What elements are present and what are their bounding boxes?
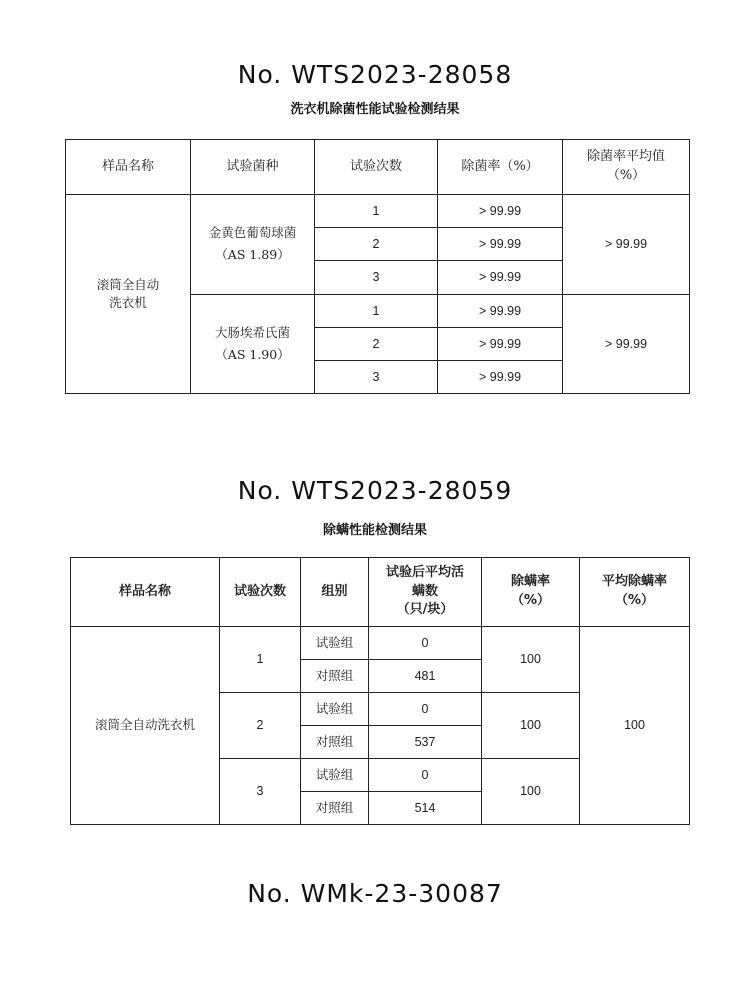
strain-code: （AS 1.90） — [215, 346, 290, 362]
strain-cell — [191, 195, 315, 294]
header-removal-rate — [482, 558, 580, 627]
mite-count: 481 — [369, 660, 482, 693]
kill-rate: > 99.99 — [438, 294, 563, 327]
header-live-mites-line2: 螨数 — [411, 583, 438, 599]
run-number: 1 — [315, 294, 438, 327]
mite-count: 0 — [369, 627, 482, 660]
removal-rate: 100 — [482, 693, 580, 759]
mite-count: 514 — [369, 792, 482, 825]
run-number: 1 — [315, 195, 438, 228]
mite-count: 0 — [369, 693, 482, 726]
sample-name-line1: 滚筒全自动 — [96, 276, 160, 292]
report-subtitle-1: 洗衣机除菌性能试验检测结果 — [290, 102, 460, 117]
kill-rate: > 99.99 — [438, 228, 563, 261]
run-number: 3 — [315, 261, 438, 294]
group-label: 试验组 — [301, 693, 369, 726]
header-average-removal-line1: 平均除螨率 — [601, 574, 667, 590]
kill-rate: > 99.99 — [438, 195, 563, 228]
header-strain: 试验菌种 — [191, 140, 315, 195]
header-run-count: 试验次数 — [220, 558, 301, 627]
header-removal-rate-line1: 除螨率 — [510, 574, 550, 590]
average-rate: > 99.99 — [563, 195, 690, 294]
header-live-mites — [369, 558, 482, 627]
report-number-2: No. WTS2023-28059 — [237, 476, 513, 505]
kill-rate: > 99.99 — [438, 360, 563, 393]
mite-count: 537 — [369, 726, 482, 759]
sample-name-line2: 洗衣机 — [109, 295, 147, 311]
header-live-mites-line1: 试验后平均活 — [385, 564, 464, 580]
header-group: 组别 — [301, 558, 369, 627]
kill-rate: > 99.99 — [438, 327, 563, 360]
report-number-3: No. WMk-23-30087 — [247, 879, 503, 908]
removal-rate: 100 — [482, 627, 580, 693]
report-subtitle-2: 除螨性能检测结果 — [322, 523, 427, 538]
header-average-rate — [563, 140, 690, 195]
removal-rate: 100 — [482, 759, 580, 825]
group-label: 对照组 — [301, 660, 369, 693]
run-number: 2 — [315, 228, 438, 261]
run-number: 2 — [315, 327, 438, 360]
group-label: 对照组 — [301, 792, 369, 825]
average-removal-rate: 100 — [580, 627, 690, 825]
header-average-removal-line2: （%） — [614, 593, 655, 608]
group-label: 试验组 — [301, 759, 369, 792]
header-live-mites-line3: （只/块） — [396, 602, 454, 618]
header-kill-rate: 除菌率（%） — [438, 140, 563, 195]
antibacterial-results-table — [65, 139, 690, 394]
strain-name: 大肠埃希氏菌 — [214, 324, 290, 340]
run-number: 3 — [315, 360, 438, 393]
kill-rate: > 99.99 — [438, 261, 563, 294]
average-rate: > 99.99 — [563, 294, 690, 393]
group-label: 对照组 — [301, 726, 369, 759]
sample-name-cell: 滚筒全自动洗衣机 — [71, 627, 220, 825]
header-run-count: 试验次数 — [315, 140, 438, 195]
mite-count: 0 — [369, 759, 482, 792]
header-sample-name: 样品名称 — [66, 140, 191, 195]
strain-name: 金黄色葡萄球菌 — [208, 225, 297, 241]
run-number: 1 — [220, 627, 301, 693]
header-average-removal — [580, 558, 690, 627]
header-removal-rate-line2: （%） — [510, 593, 551, 608]
run-number: 3 — [220, 759, 301, 825]
header-average-rate-line1: 除菌率平均值 — [586, 149, 665, 165]
mite-removal-results-table — [70, 557, 690, 825]
sample-name-cell — [66, 195, 191, 394]
run-number: 2 — [220, 693, 301, 759]
header-sample-name: 样品名称 — [71, 558, 220, 627]
strain-cell — [191, 294, 315, 393]
header-average-rate-line2: （%） — [606, 168, 646, 184]
report-number-1: No. WTS2023-28058 — [237, 60, 513, 89]
strain-code: （AS 1.89） — [215, 247, 290, 263]
group-label: 试验组 — [301, 627, 369, 660]
